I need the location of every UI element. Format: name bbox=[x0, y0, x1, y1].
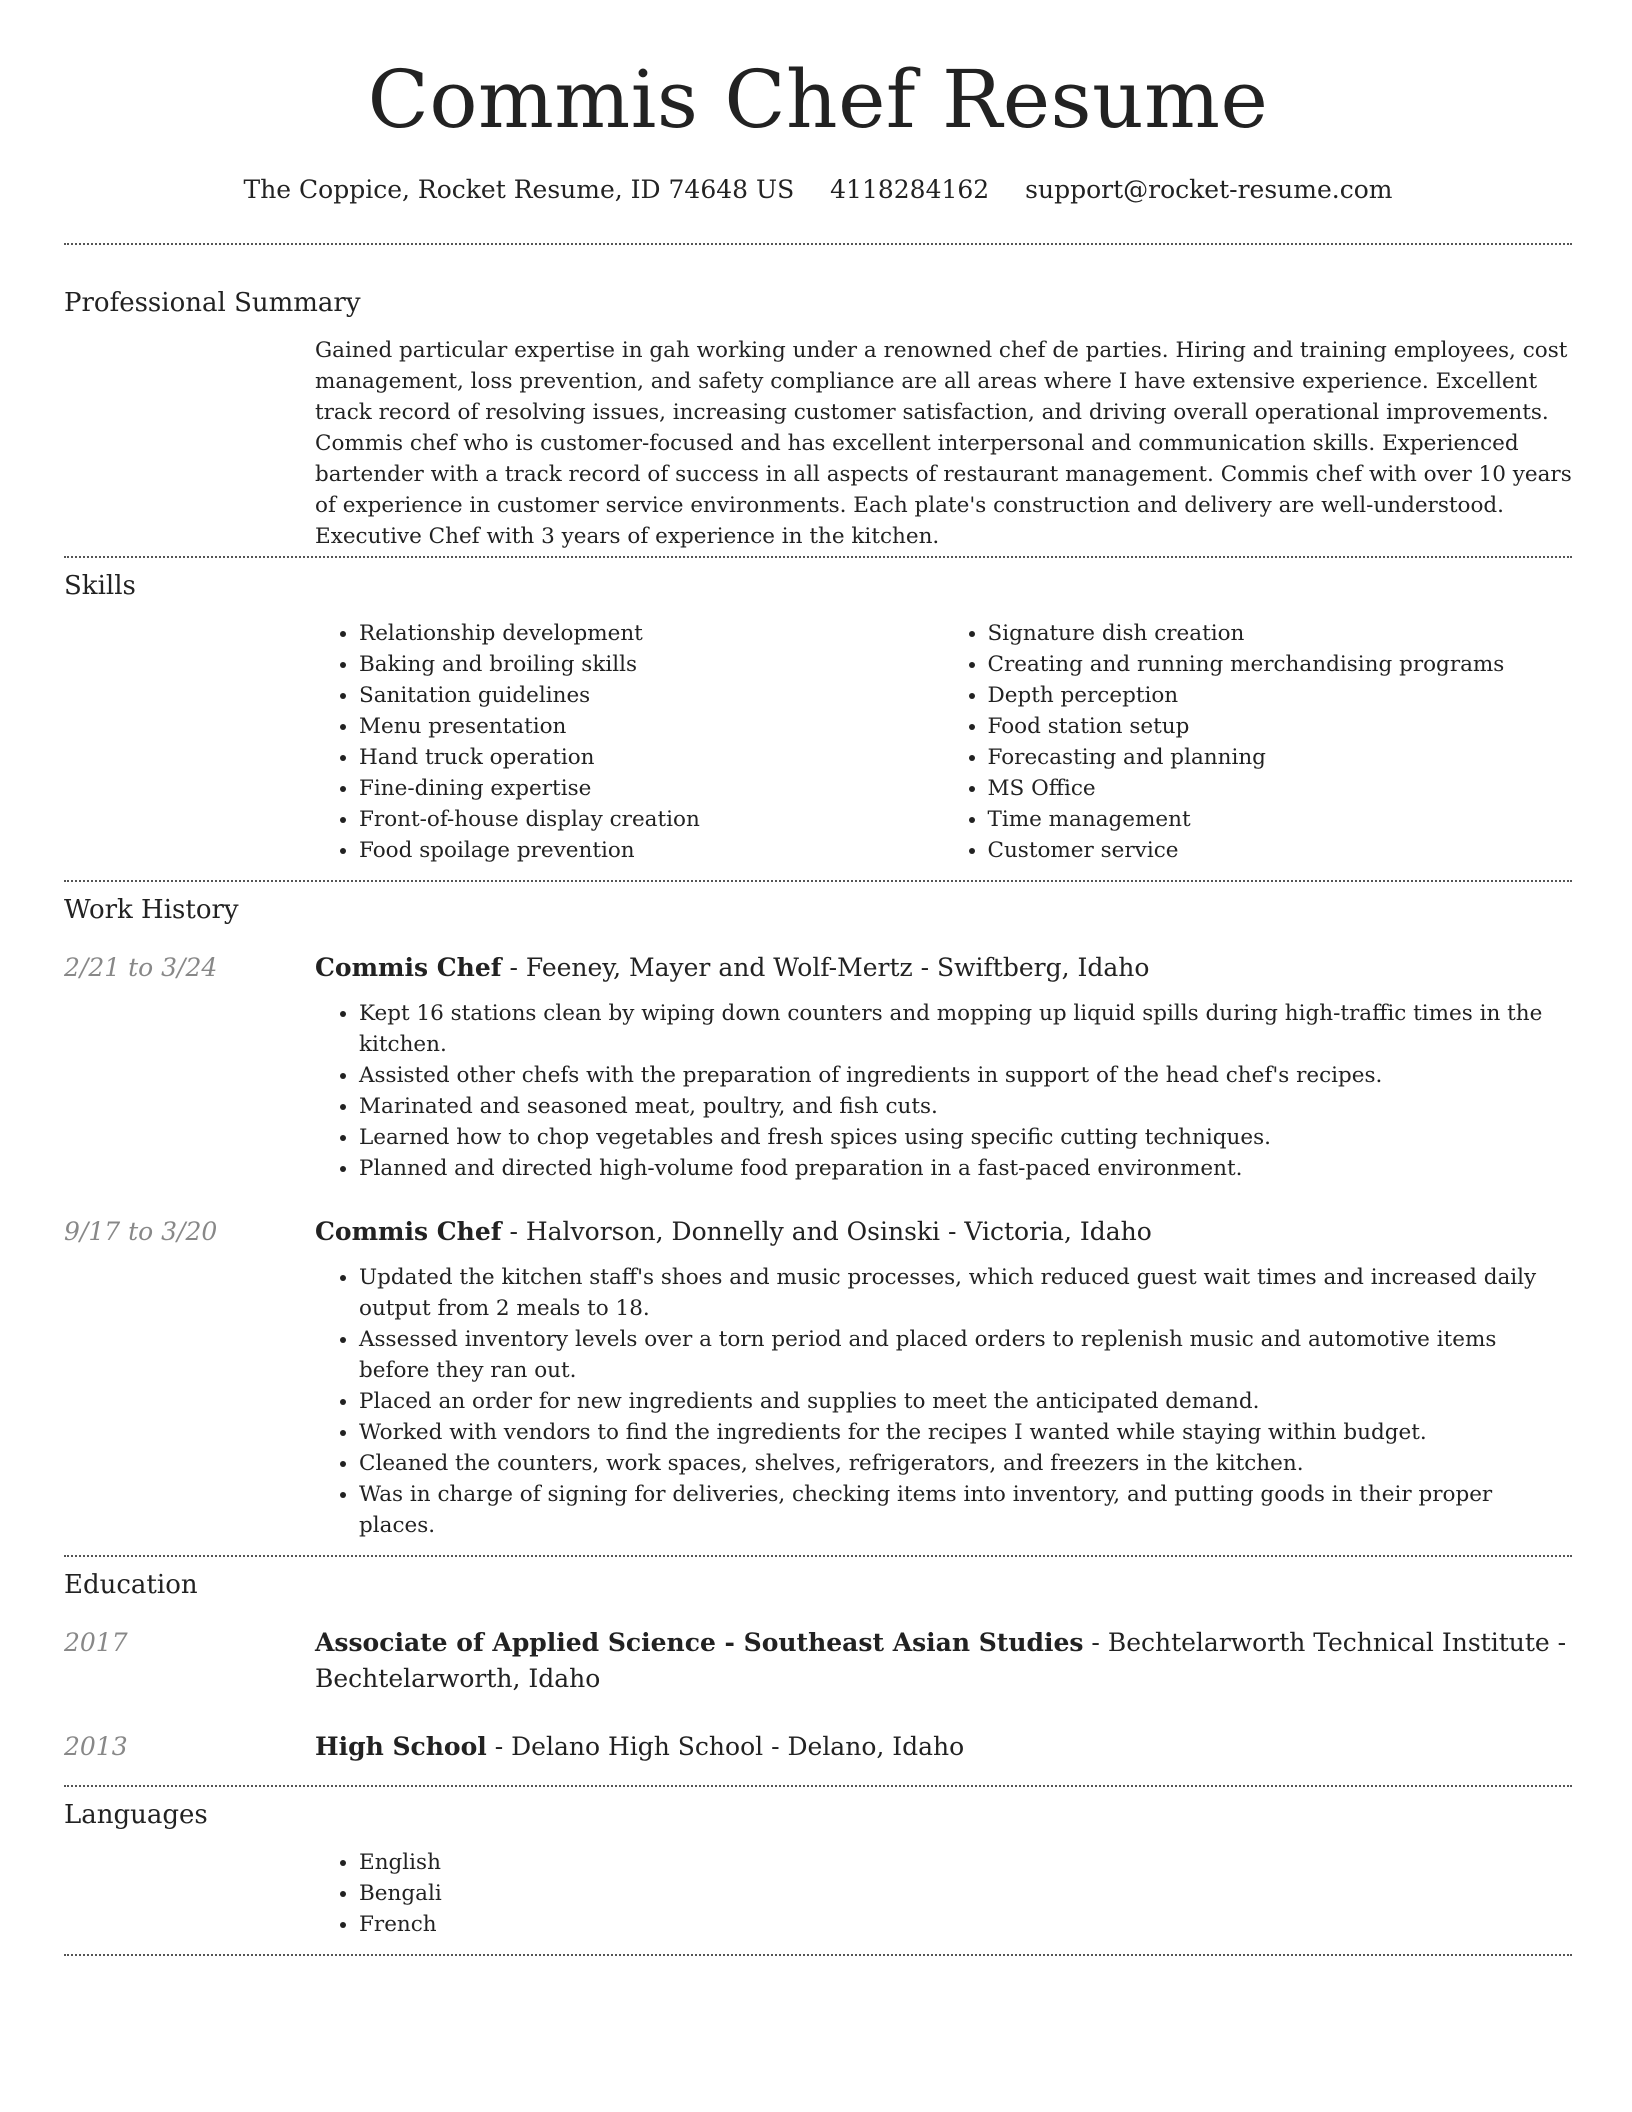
work-heading: Work History bbox=[64, 895, 239, 925]
job-role: Commis Chef bbox=[315, 1217, 502, 1246]
languages-body bbox=[315, 1847, 1572, 1940]
list-item: • MS Office bbox=[988, 773, 1573, 804]
job-dates: 2/21 to 3/24 bbox=[64, 953, 218, 982]
job-bullets-1 bbox=[315, 998, 1572, 1184]
education-heading: Education bbox=[64, 1570, 198, 1600]
list-item: • Learned how to chop vegetables and fresh spices using specific cutting techniques. bbox=[359, 1122, 1572, 1153]
list-item: • Assisted other chefs with the preparation of ingredients in support of the head chef's recipes. bbox=[359, 1060, 1572, 1091]
page-title: Commis Chef Resume bbox=[367, 53, 1269, 146]
education-degree: Associate of Applied Science - Southeast Asian Studies bbox=[315, 1628, 1084, 1657]
list-item: • Baking and broiling skills bbox=[359, 649, 944, 680]
job-role: Commis Chef bbox=[315, 953, 502, 982]
list-item: • Was in charge of signing for deliveries, checking items into inventory, and putting goods in their proper places. bbox=[359, 1479, 1572, 1541]
list-item: • Food station setup bbox=[988, 711, 1573, 742]
skills-heading: Skills bbox=[64, 571, 136, 601]
skills-list-left bbox=[315, 618, 944, 866]
list-item: • English bbox=[359, 1847, 1572, 1878]
list-item: • Planned and directed high-volume food preparation in a fast-paced environment. bbox=[359, 1153, 1572, 1184]
skills-divider bbox=[64, 880, 1572, 882]
list-item: • Cleaned the counters, work spaces, shelves, refrigerators, and freezers in the kitchen. bbox=[359, 1448, 1572, 1479]
languages-heading: Languages bbox=[64, 1800, 208, 1830]
skills-columns bbox=[315, 618, 1572, 866]
languages-divider bbox=[64, 1954, 1572, 1956]
list-item: • Time management bbox=[988, 804, 1573, 835]
summary-text: Gained particular expertise in gah working under a renowned chef de parties. Hiring and training employees, cost management, loss prevention, and safety compliance are all areas where I have extensive experience. Excellent track record of resolving issues, increasing customer satisfaction, and driving overall operational improvements. Commis chef who is customer-focused and has excellent interpersonal and communication skills. Experienced bartender with a track record of success in all aspects of restaurant management. Commis chef with over 10 years of experience in customer service environments. Each plate's construction and delivery are well-understood. Executive Chef with 3 years of experience in the kitchen. bbox=[315, 338, 1572, 549]
education-entry-2 bbox=[64, 1729, 1572, 1765]
list-item: • Fine-dining expertise bbox=[359, 773, 944, 804]
job-company: - Halvorson, Donnelly and Osinski - Victoria, Idaho bbox=[501, 1217, 1152, 1246]
list-item: • Menu presentation bbox=[359, 711, 944, 742]
list-item: • Assessed inventory levels over a torn period and placed orders to replenish music and automotive items before they ran out. bbox=[359, 1324, 1572, 1386]
header-divider bbox=[64, 243, 1572, 245]
summary-divider bbox=[64, 556, 1572, 558]
education-degree: High School bbox=[315, 1732, 487, 1761]
education-school: - Delano High School - Delano, Idaho bbox=[486, 1732, 965, 1761]
education-title-line bbox=[315, 1729, 1572, 1765]
education-school: - Bechtelarworth Technical Institute - Bechtelarworth, Idaho bbox=[315, 1628, 1567, 1693]
summary-heading: Professional Summary bbox=[64, 288, 361, 318]
list-item: • Forecasting and planning bbox=[988, 742, 1573, 773]
education-entry-1 bbox=[64, 1625, 1572, 1697]
education-divider bbox=[64, 1785, 1572, 1787]
job-bullets-2 bbox=[315, 1262, 1572, 1541]
list-item: • French bbox=[359, 1909, 1572, 1940]
list-item: • Signature dish creation bbox=[988, 618, 1573, 649]
contact-email: support@rocket-resume.com bbox=[1025, 175, 1393, 204]
list-item: • Front-of-house display creation bbox=[359, 804, 944, 835]
education-title-line bbox=[315, 1625, 1572, 1697]
list-item: • Relationship development bbox=[359, 618, 944, 649]
resume-page bbox=[64, 0, 1572, 1956]
list-item: • Customer service bbox=[988, 835, 1573, 866]
job-company: - Feeney, Mayer and Wolf-Mertz - Swiftberg, Idaho bbox=[501, 953, 1150, 982]
education-year: 2017 bbox=[64, 1628, 128, 1657]
list-item: • Placed an order for new ingredients and supplies to meet the anticipated demand. bbox=[359, 1386, 1572, 1417]
list-item: • Worked with vendors to find the ingredients for the recipes I wanted while staying within budget. bbox=[359, 1417, 1572, 1448]
list-item: • Hand truck operation bbox=[359, 742, 944, 773]
job-title-line bbox=[315, 950, 1572, 986]
job-entry-1 bbox=[64, 950, 1572, 986]
list-item: • Sanitation guidelines bbox=[359, 680, 944, 711]
contact-phone: 4118284162 bbox=[830, 175, 990, 204]
contact-address: The Coppice, Rocket Resume, ID 74648 US bbox=[243, 175, 795, 204]
list-item: • Marinated and seasoned meat, poultry, and fish cuts. bbox=[359, 1091, 1572, 1122]
list-item: • Depth perception bbox=[988, 680, 1573, 711]
education-year: 2013 bbox=[64, 1732, 128, 1761]
list-item: • Food spoilage prevention bbox=[359, 835, 944, 866]
job-entry-2 bbox=[64, 1214, 1572, 1250]
list-item: • Kept 16 stations clean by wiping down counters and mopping up liquid spills during high-traffic times in the kitchen. bbox=[359, 998, 1572, 1060]
languages-list bbox=[315, 1847, 1572, 1940]
list-item: • Bengali bbox=[359, 1878, 1572, 1909]
list-item: • Updated the kitchen staff's shoes and music processes, which reduced guest wait times and increased daily output from 2 meals to 18. bbox=[359, 1262, 1572, 1324]
skills-list-right bbox=[944, 618, 1573, 866]
summary-body bbox=[315, 335, 1572, 552]
job-dates: 9/17 to 3/20 bbox=[64, 1217, 218, 1246]
list-item: • Creating and running merchandising programs bbox=[988, 649, 1573, 680]
work-divider bbox=[64, 1555, 1572, 1557]
job-title-line bbox=[315, 1214, 1572, 1250]
contact-line bbox=[64, 172, 1572, 208]
